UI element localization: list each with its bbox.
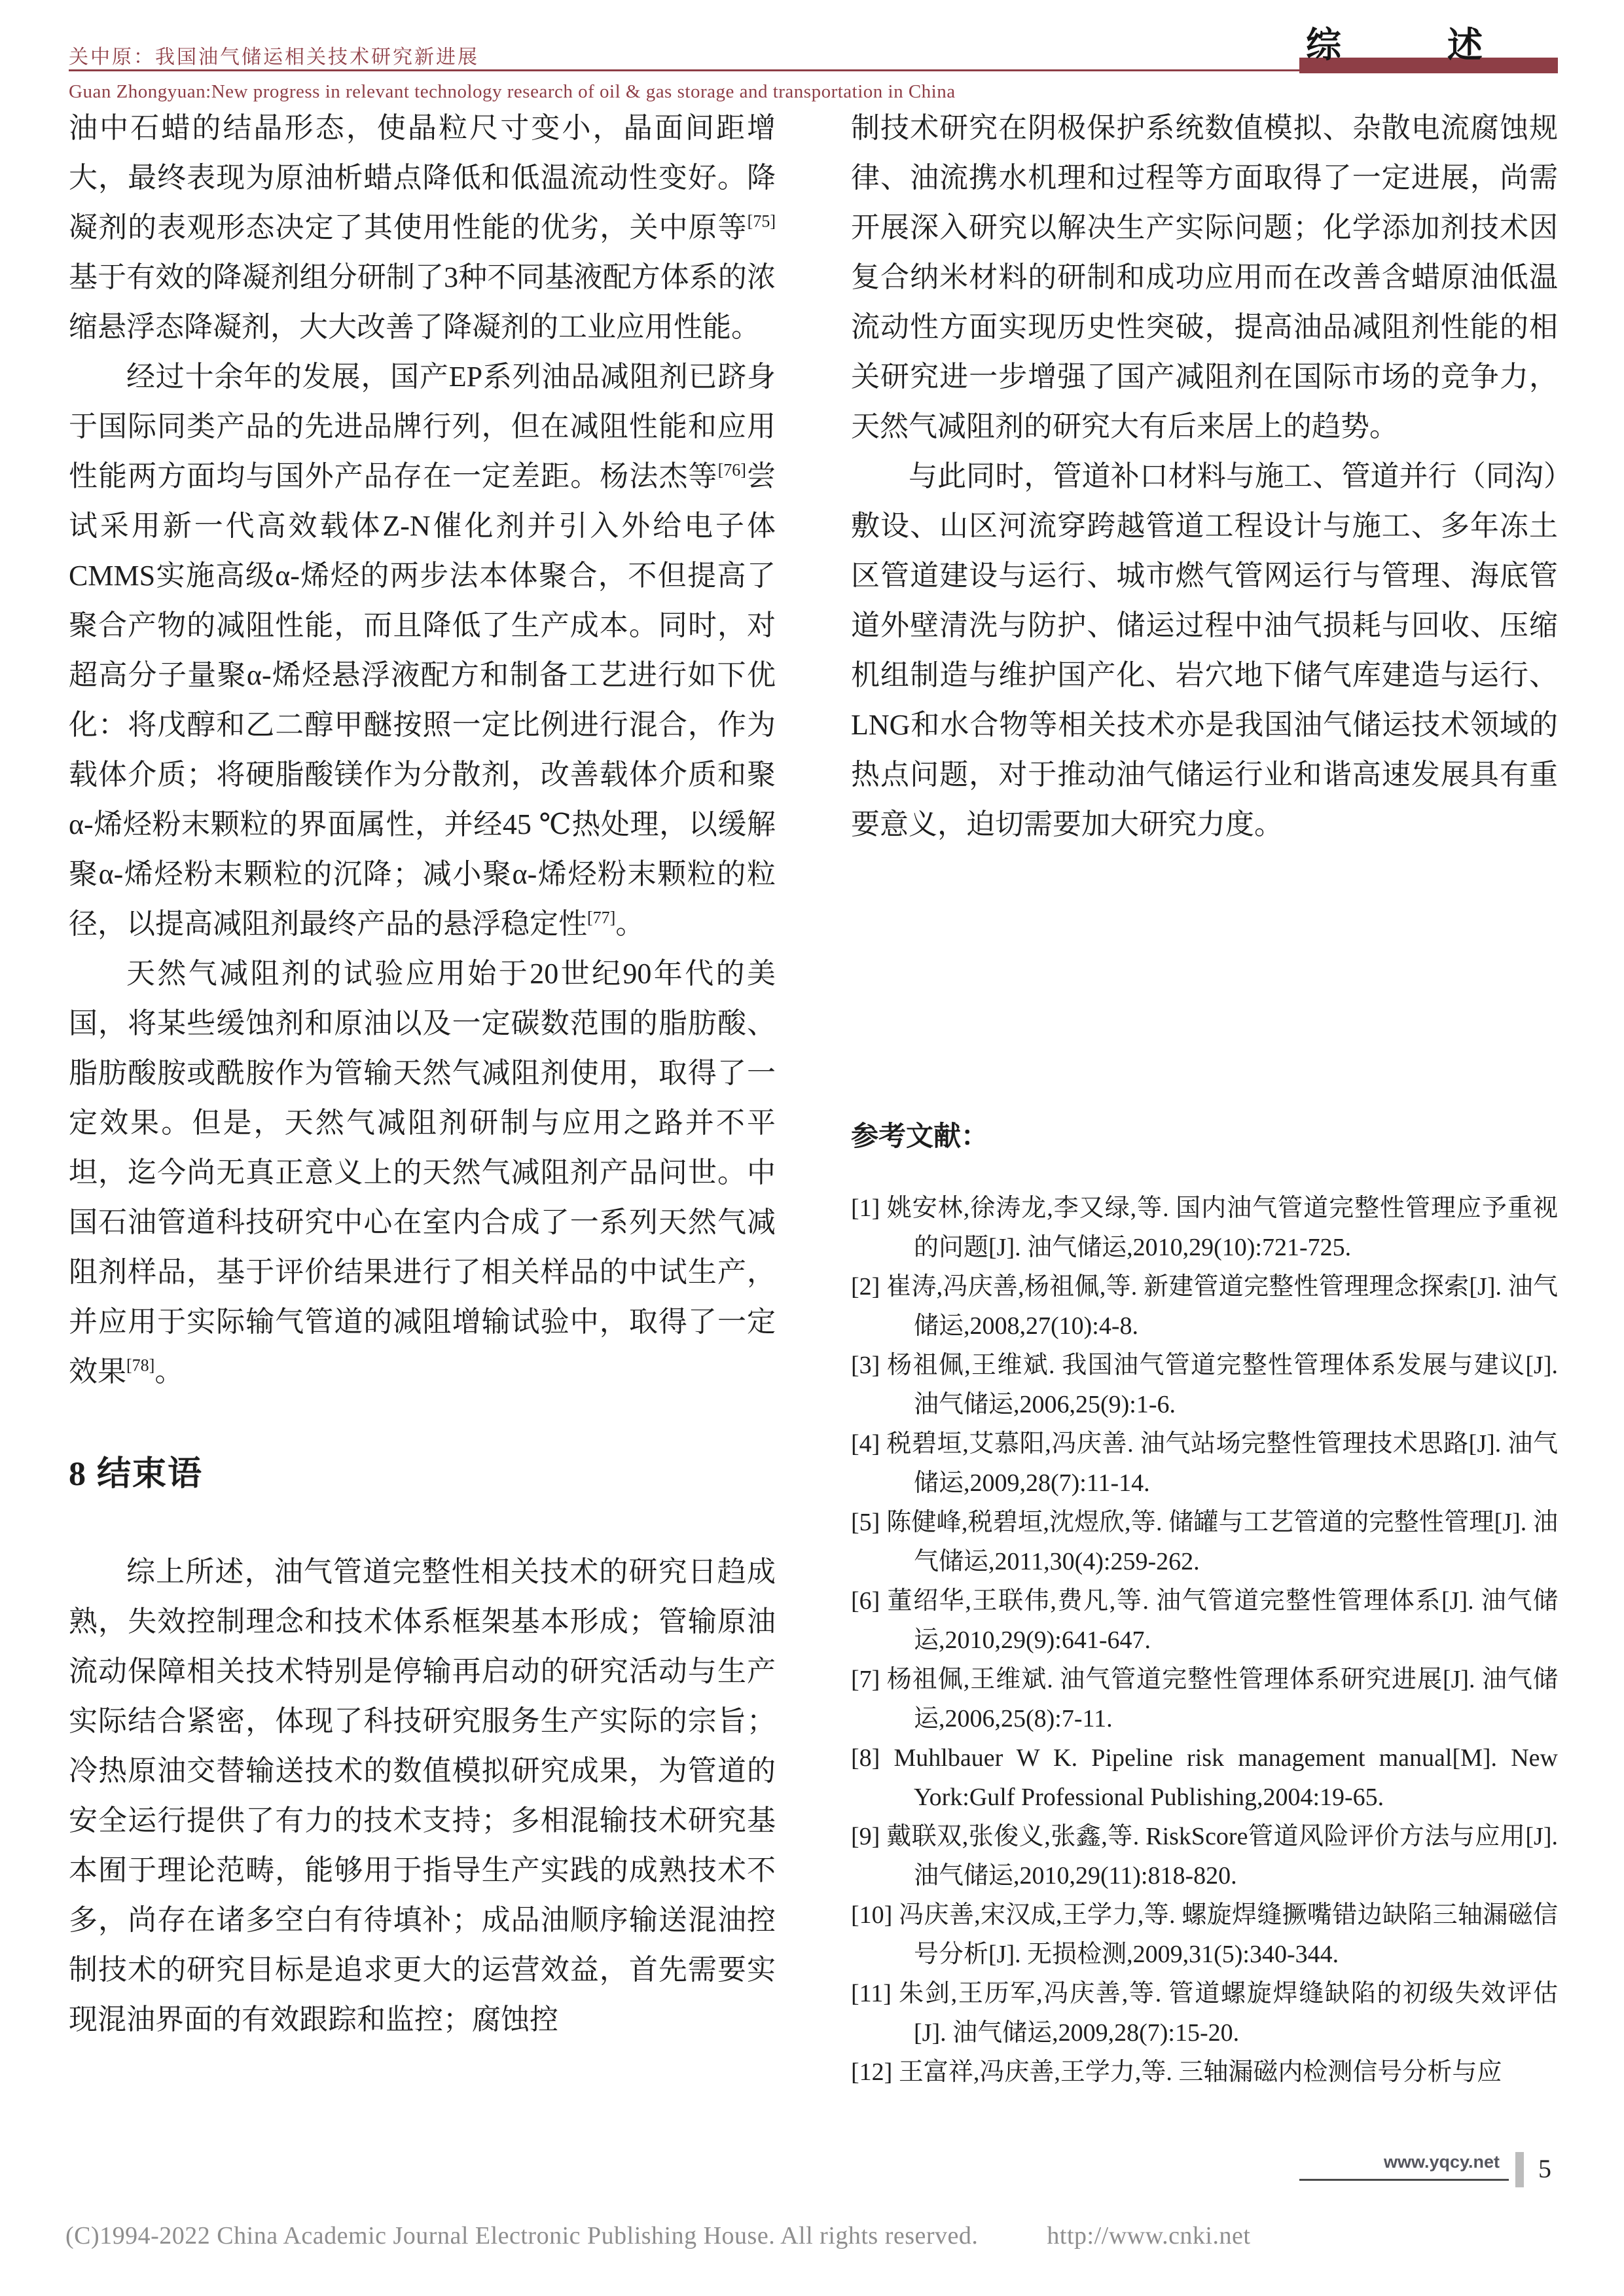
running-head-cn: 关中原：我国油气储运相关技术研究新进展 [69,46,479,68]
article-body [69,103,1558,2092]
reference-label: [2] [851,1273,880,1300]
reference-label: [5] [851,1509,880,1536]
reference-item: [11] 朱剑,王历军,冯庆善,等. 管道螺旋焊缝缺陷的初级失效评估[J]. 油气储运,2009,28(7):15-20. [851,1980,1558,2047]
citation-marker: [77] [587,908,616,927]
reference-label: [7] [851,1666,880,1693]
journal-website: www.yqcy.net [1299,2152,1509,2181]
section-label: 综 述 [1306,26,1483,65]
copyright-text: (C)1994-2022 China Academic Journal Electronic Publishing House. All rights reserved. [65,2222,979,2250]
left-blocks [69,103,776,2045]
page-number-bar [1515,2152,1524,2187]
reference-item: [3] 杨祖佩,王维斌. 我国油气管道完整性管理体系发展与建议[J]. 油气储运,2006,25(9):1-6. [851,1352,1558,1418]
copyright-footer [65,2221,1250,2250]
publisher-url: http://www.cnki.net [1047,2222,1251,2250]
right-paragraphs [851,103,1558,850]
reference-item: [10] 冯庆善,宋汉成,王学力,等. 螺旋焊缝撅嘴错边缺陷三轴漏磁信号分析[J]. 无损检测,2009,31(5):340-344. [851,1901,1558,1968]
reference-label: [1] [851,1194,880,1222]
reference-label: [4] [851,1430,880,1458]
reference-item: [4] 税碧垣,艾慕阳,冯庆善. 油气站场完整性管理技术思路[J]. 油气储运,2009,28(7):11-14. [851,1430,1558,1497]
references-title: 参考文献： [851,1121,989,1151]
reference-item: [8] Muhlbauer W K. Pipeline risk management manual[M]. New York:Gulf Professional Publishing,2004:19-65. [851,1744,1558,1811]
references-list [851,1189,1558,2092]
citation-marker: [78] [126,1355,155,1375]
citation-marker: [75] [747,211,776,231]
reference-item: [1] 姚安林,徐涛龙,李又绿,等. 国内油气管道完整性管理应予重视的问题[J]. 油气储运,2010,29(10):721-725. [851,1194,1558,1261]
body-paragraph: 制技术研究在阴极保护系统数值模拟、杂散电流腐蚀规律、油流携水机理和过程等方面取得了一定进展，尚需开展深入研究以解决生产实际问题；化学添加剂技术因复合纳米材料的研制和成功应用而在改善含蜡原油低温流动性方面实现历史性突破，提高油品减阻剂性能的相关研究进一步增强了国产减阻剂在国际市场的竞争力，天然气减阻剂的研究大有后来居上的趋势。 [851,112,1558,442]
body-paragraph: 经过十余年的发展，国产EP系列油品减阻剂已跻身于国际同类产品的先进品牌行列，但在减阻性能和应用性能两方面均与国外产品存在一定差距。杨法杰等[76]尝试采用新一代高效载体Z-N催化剂并引入外给电子体CMMS实施高级α-烯烃的两步法本体聚合，不但提高了聚合产物的减阻性能，而且降低了生产成本。同时，对超高分子量聚α-烯烃悬浮液配方和制备工艺进行如下优化：将戊醇和乙二醇甲醚按照一定比例进行混合，作为载体介质；将硬脂酸镁作为分散剂，改善载体介质和聚α-烯烃粉末颗粒的界面属性，并经45 ℃热处理，以缓解聚α-烯烃粉末颗粒的沉降；减小聚α-烯烃粉末颗粒的粒径，以提高减阻剂最终产品的悬浮稳定性[77]。 [69,361,776,940]
body-paragraph: 与此同时，管道补口材料与施工、管道并行（同沟）敷设、山区河流穿跨越管道工程设计与施工、多年冻土区管道建设与运行、城市燃气管网运行与管理、海底管道外壁清洗与防护、储运过程中油气损耗与回收、压缩机组制造与维护国产化、岩穴地下储气库建造与运行、LNG和水合物等相关技术亦是我国油气储运技术领域的热点问题，对于推动油气储运行业和谐高速发展具有重要意义，迫切需要加大研究力度。 [851,460,1558,840]
reference-item: [9] 戴联双,张俊义,张鑫,等. RiskScore管道风险评价方法与应用[J]. 油气储运,2010,29(11):818-820. [851,1823,1558,1890]
running-head-en: Guan Zhongyuan:New progress in relevant technology research of oil & gas storage and transportation in China [69,81,956,102]
body-paragraph: 油中石蜡的结晶形态，使晶粒尺寸变小，晶面间距增大，最终表现为原油析蜡点降低和低温流动性变好。降凝剂的表观形态决定了其使用性能的优劣，关中原等[75]基于有效的降凝剂组分研制了3种不同基液配方体系的浓缩悬浮态降凝剂，大大改善了降凝剂的工业应用性能。 [69,112,776,343]
page-number-area [1299,2152,1551,2187]
right-column [851,103,1558,2092]
reference-item: [12] 王富祥,冯庆善,王学力,等. 三轴漏磁内检测信号分析与应 [851,2058,1502,2086]
reference-label: [3] [851,1352,880,1379]
reference-label: [10] [851,1901,893,1929]
body-paragraph: 综上所述，油气管道完整性相关技术的研究日趋成熟，失效控制理念和技术体系框架基本形成；管输原油流动保障相关技术特别是停输再启动的研究活动与生产实际结合紧密，体现了科技研究服务生产实际的宗旨；冷热原油交替输送技术的数值模拟研究成果，为管道的安全运行提供了有力的技术支持；多相混输技术研究基本囿于理论范畴，能够用于指导生产实践的成熟技术不多，尚存在诸多空白有待填补；成品油顺序输送混油控制技术的研究目标是追求更大的运营效益，首先需要实现混油界面的有效跟踪和监控；腐蚀控 [69,1556,776,2036]
citation-marker: [76] [717,460,746,480]
reference-label: [12] [851,2058,893,2086]
page-number: 5 [1538,2154,1551,2183]
reference-item: [6] 董绍华,王联伟,费凡,等. 油气管道完整性管理体系[J]. 油气储运,2010,29(9):641-647. [851,1587,1558,1654]
reference-label: [9] [851,1823,880,1850]
section-heading: 8 结束语 [69,1456,204,1493]
reference-item: [5] 陈健峰,税碧垣,沈煜欣,等. 储罐与工艺管道的完整性管理[J]. 油气储运,2011,30(4):259-262. [851,1509,1558,1575]
reference-item: [7] 杨祖佩,王维斌. 油气管道完整性管理体系研究进展[J]. 油气储运,2006,25(8):7-11. [851,1666,1558,1732]
reference-item: [2] 崔涛,冯庆善,杨祖佩,等. 新建管道完整性管理理念探索[J]. 油气储运,2008,27(10):4-8. [851,1273,1558,1340]
reference-label: [8] [851,1744,880,1772]
reference-label: [11] [851,1980,892,2007]
reference-label: [6] [851,1587,880,1615]
body-paragraph: 天然气减阻剂的试验应用始于20世纪90年代的美国，将某些缓蚀剂和原油以及一定碳数范围的脂肪酸、脂肪酸胺或酰胺作为管输天然气减阻剂使用，取得了一定效果。但是，天然气减阻剂研制与应用之路并不平坦，迄今尚无真正意义上的天然气减阻剂产品问世。中国石油管道科技研究中心在室内合成了一系列天然气减阻剂样品，基于评价结果进行了相关样品的中试生产，并应用于实际输气管道的减阻增输试验中，取得了一定效果[78]。 [69,958,776,1388]
left-column [69,103,776,2092]
